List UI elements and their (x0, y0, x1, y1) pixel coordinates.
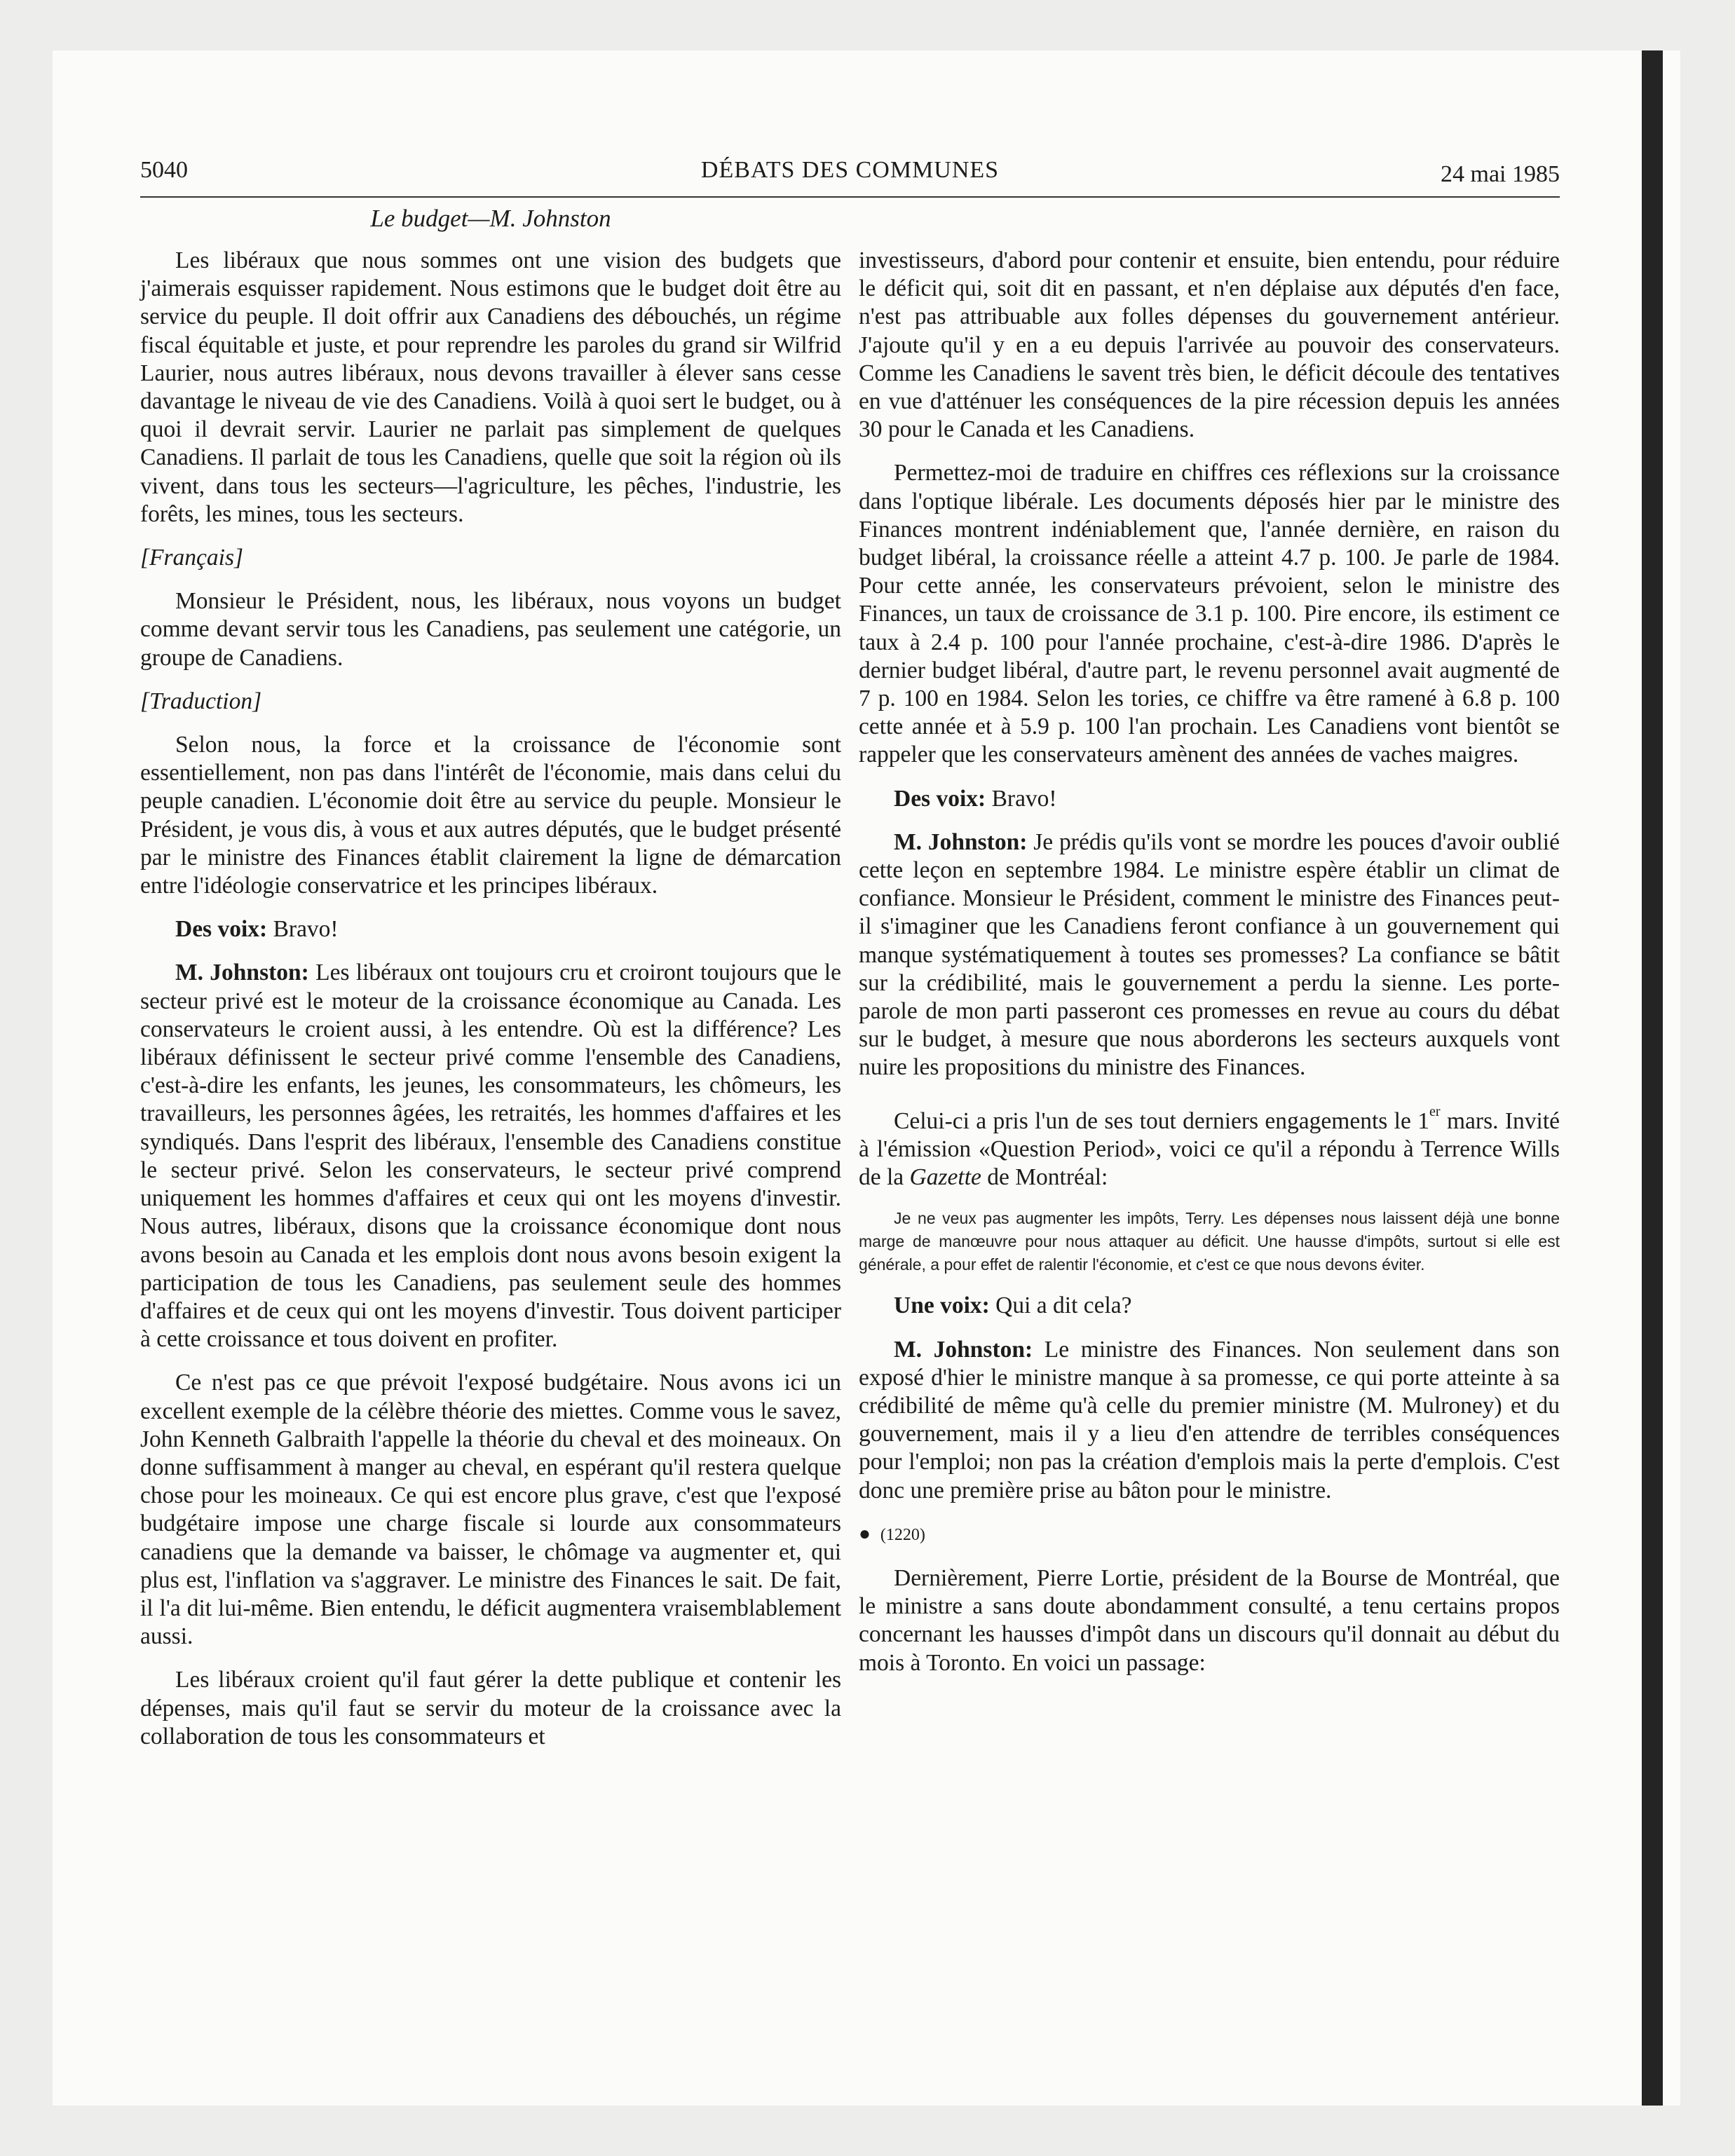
speech-paragraph (859, 785, 1560, 813)
time-marker (859, 1520, 1560, 1549)
speaker-name: M. Johnston: (894, 1336, 1033, 1363)
running-title: Le budget—M. Johnston (370, 205, 611, 232)
left-column (140, 247, 841, 1766)
paragraph: Celui-ci a pris l'un de ses tout derniers engagements le 1er mars. Invité à l'émission «Question Period», voici ce qu'il a répondu à Terrence Wills de la Gazette de Montréal: (859, 1103, 1560, 1191)
block-quote: Je ne veux pas augmenter les impôts, Terry. Les dépenses nous laissent déjà une bonne marge de manœuvre pour nous attaquer au déficit. Une hausse d'impôts, surtout si elle est générale, a pour effet de ralentir l'économie, et c'est ce que nous devons éviter. (859, 1209, 1560, 1274)
paragraph: Les libéraux croient qu'il faut gérer la dette publique et contenir les dépenses, mais qu'il faut se servir du moteur de la croissance avec la collaboration de tous les consommateurs et (140, 1667, 841, 1749)
bullet-icon: ● (859, 1522, 871, 1545)
speech-paragraph (140, 959, 841, 1353)
speech-paragraph (859, 1292, 1560, 1320)
paragraph: Ce n'est pas ce que prévoit l'exposé budgétaire. Nous avons ici un excellent exemple de la célèbre théorie des miettes. Comme vous le savez, John Kenneth Galbraith l'appelle la théorie du cheval et des moineaux. On donne suffisamment à manger au cheval, en espérant qu'il restera quelque chose pour les moineaux. Ce qui est encore plus grave, c'est que l'exposé budgétaire impose une charge fiscale si lourde aux consommateurs canadiens que la demande va baisser, le chômage va augmenter et, qui plus est, l'inflation va s'aggraver. Le ministre des Finances le sait. De fait, il l'a dit lui-même. Bien entendu, le déficit augmentera vraisemblablement aussi. (140, 1370, 841, 1650)
time-code: (1220) (880, 1525, 925, 1544)
speech-text: Qui a dit cela? (995, 1292, 1132, 1319)
speaker-name: M. Johnston: (175, 960, 309, 986)
speech-text: Les libéraux ont toujours cru et croiront toujours que le secteur privé est le moteur de la croissance économique au Canada. Les conservateurs le croient aussi, à les entendre. Où est la différence? Les libéraux définissent le secteur privé comme l'ensemble des Canadiens, c'est-à-dire les enfants, les jeunes, les consommateurs, les chômeurs, les travailleurs, les personnes âgées, les retraités, les hommes d'affaires et les syndiqués. Dans l'esprit des libéraux, l'ensemble des Canadiens constitue le secteur privé. Selon les conservateurs, le secteur privé comprend uniquement les hommes d'affaires et ceux qui ont les moyens d'investir. Nous autres, libéraux, disons que la croissance économique dont nous avons besoin au Canada et les emplois dont nous avons besoin exigent la participation de tous les Canadiens, pas seulement seule des hommes d'affaires et de ceux qui ont les moyens d'investir. Tous doivent participer à cette croissance et tous doivent en profiter. (140, 960, 841, 1353)
speech-text: Le ministre des Finances. Non seulement dans son exposé d'hier le ministre manque à sa promesse, ce qui porte atteinte à sa crédibilité de même qu'à celle du premier ministre (M. Mulroney) et du gouvernement, mais il y a lieu d'en attendre de terribles conséquences pour l'emploi; non pas la création d'emplois mais la perte d'emplois. C'est donc une première prise au bâton pour le ministre. (859, 1336, 1560, 1503)
language-tag: [Français] (140, 545, 244, 571)
speech-paragraph (859, 828, 1560, 1082)
page-date: 24 mai 1985 (1441, 161, 1560, 187)
paragraph: Les libéraux que nous sommes ont une vision des budgets que j'aimerais esquisser rapidement. Nous estimons que le budget doit être au service du peuple. Il doit offrir aux Canadiens des débouchés, un régime fiscal équitable et juste, et pour reprendre les paroles du grand sir Wilfrid Laurier, nous autres libéraux, nous devons travailler à élever sans cesse davantage le niveau de vie des Canadiens. Voilà à quoi sert le budget, ou à quoi il devrait servir. Laurier ne parlait pas simplement de quelques Canadiens. Il parlait de tous les Canadiens, quelle que soit la région où ils vivent, dans tous les secteurs—l'agriculture, les pêches, l'industrie, les forêts, les mines, tous les secteurs. (140, 247, 841, 527)
speaker-name: M. Johnston: (894, 828, 1028, 855)
page-header (140, 154, 1560, 198)
speaker-name: Des voix: (175, 916, 268, 943)
publication-title: DÉBATS DES COMMUNES (700, 157, 1000, 183)
paragraph: Selon nous, la force et la croissance de l'économie sont essentiellement, non pas dans l'intérêt de l'économie, mais dans celui du peuple canadien. L'économie doit être au service du peuple. Monsieur le Président, je vous dis, à vous et aux autres députés, que le budget présenté par le ministre des Finances établit clairement la ligne de démarcation entre l'idéologie conservatrice et les principes libéraux. (140, 732, 841, 899)
language-tag: [Traduction] (140, 688, 262, 714)
right-column (859, 247, 1560, 1693)
speech-text: Bravo! (273, 916, 339, 943)
speaker-name: Des voix: (894, 785, 986, 812)
page-number: 5040 (140, 157, 188, 183)
speaker-name: Une voix: (894, 1292, 990, 1319)
paragraph: Permettez-moi de traduire en chiffres ces réflexions sur la croissance dans l'optique libérale. Les documents déposés hier par le ministre des Finances montrent indéniablement que, l'année dernière, en raison du budget libéral, la croissance réelle a atteint 4.7 p. 100. Je parle de 1984. Pour cette année, les conservateurs prévoient, selon le ministre des Finances, un taux de croissance de 3.1 p. 100. Pire encore, ils estiment ce taux à 2.4 p. 100 pour l'année prochaine, c'est-à-dire 1986. D'après le dernier budget libéral, d'autre part, le revenu personnel avait augmenté de 7 p. 100 en 1984. Selon les tories, ce chiffre va être ramené à 6.8 p. 100 cette année et à 5.9 p. 100 l'an prochain. Les Canadiens vont bientôt se rappeler que les conservateurs amènent des années de vaches maigres. (859, 460, 1560, 768)
scan-edge-bar (1642, 50, 1663, 2106)
paragraph: Monsieur le Président, nous, les libéraux, nous voyons un budget comme devant servir tous les Canadiens, pas seulement une catégorie, un groupe de Canadiens. (140, 588, 841, 671)
speech-text: Je prédis qu'ils vont se mordre les pouces d'avoir oublié cette leçon en septembre 1984. Le ministre espère établir un climat de confiance. Monsieur le Président, comment le ministre des Finances peut-il s'imaginer que les Canadiens feront confiance à un gouvernement qui manque systématiquement à toutes ses promesses? La confiance se bâtit sur la crédibilité, mais le gouvernement a perdu la sienne. Les porte-parole de mon parti passeront ces promesses en revue au cours du débat sur le budget, à mesure que nous aborderons les secteurs auxquels vont nuire les propositions du ministre des Finances. (859, 828, 1560, 1081)
paragraph: investisseurs, d'abord pour contenir et ensuite, bien entendu, pour réduire le déficit qui, soit dit en passant, et n'en déplaise aux députés d'en face, n'est pas attribuable aux folles dépenses du gouvernement antérieur. J'ajoute qu'il y en a eu depuis l'arrivée au pouvoir des conservateurs. Comme les Canadiens le savent très bien, le déficit découle des tentatives en vue d'atténuer les conséquences de la pire récession depuis les années 30 pour le Canada et les Canadiens. (859, 247, 1560, 443)
speech-text: Bravo! (991, 785, 1057, 812)
paragraph: Dernièrement, Pierre Lortie, président de la Bourse de Montréal, que le ministre a sans doute abondamment consulté, a tenu certains propos concernant les hausses d'impôt dans un discours qu'il donnait au début du mois à Toronto. En voici un passage: (859, 1565, 1560, 1676)
speech-paragraph (859, 1336, 1560, 1505)
speech-paragraph (140, 915, 841, 943)
